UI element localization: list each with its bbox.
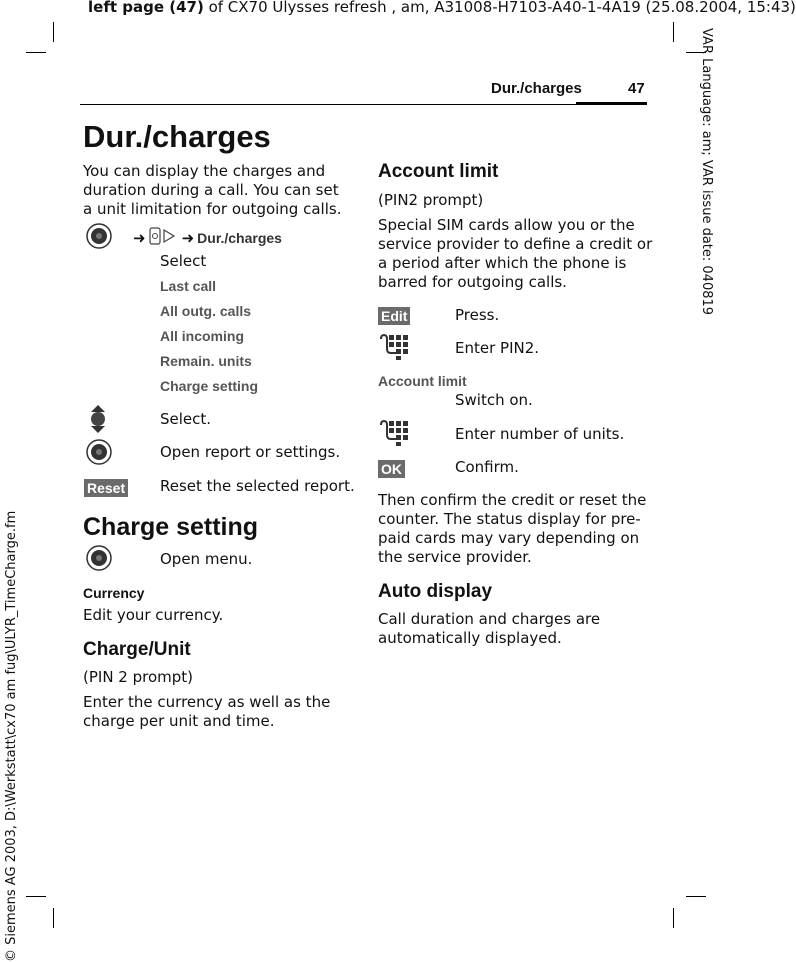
reset-softkey: Reset xyxy=(84,478,128,497)
edit-action: Press. xyxy=(455,306,500,324)
running-header-title: Dur./charges xyxy=(491,80,582,97)
crop-mark xyxy=(686,896,706,897)
switch-on-action: Switch on. xyxy=(455,391,533,409)
keypad-icon xyxy=(379,333,409,365)
open-action: Open report or settings. xyxy=(160,443,341,461)
clock-menu-icon xyxy=(149,226,179,250)
then-confirm-paragraph: Then confirm the credit or reset the counter. The status display for pre- paid cards may vary depending on the service provider. xyxy=(378,491,647,566)
ok-softkey: OK xyxy=(378,459,405,478)
account-limit-heading: Account limit xyxy=(378,161,499,182)
currency-text: Edit your currency. xyxy=(83,606,224,624)
crop-mark xyxy=(673,908,674,928)
open-menu-action: Open menu. xyxy=(160,550,253,568)
pin2-prompt: (PIN 2 prompt) xyxy=(83,668,194,686)
navigation-path xyxy=(133,226,282,250)
document-info: of CX70 Ulysses refresh , am, A31008-H7103-A40-1-4A19 (25.08.2004, 15:43) xyxy=(203,0,796,16)
joystick-press-icon xyxy=(86,545,112,575)
confirm-action: Confirm. xyxy=(455,458,519,476)
menu-item-all-incoming: All incoming xyxy=(160,328,244,344)
page-title: Dur./charges xyxy=(83,119,271,154)
keypad-icon xyxy=(379,419,409,451)
page-label: left page (47) xyxy=(88,0,204,16)
auto-display-text: Call duration and charges are automatically displayed. xyxy=(378,610,601,647)
account-limit-label: Account limit xyxy=(378,373,467,389)
crop-mark xyxy=(26,896,46,897)
pin2-prompt: (PIN2 prompt) xyxy=(378,191,484,209)
intro-paragraph: You can display the charges and duration during a call. You can set a unit limitation for outgoing calls. xyxy=(83,162,342,218)
joystick-updown-icon xyxy=(87,404,109,438)
enter-pin2-action: Enter PIN2. xyxy=(455,339,540,357)
auto-display-heading: Auto display xyxy=(378,581,493,602)
select-action: Select. xyxy=(160,410,212,428)
currency-label: Currency xyxy=(83,585,145,601)
header-rule xyxy=(80,104,647,105)
enter-units-action: Enter number of units. xyxy=(455,425,625,443)
joystick-press-icon xyxy=(86,223,112,253)
account-limit-intro: Special SIM cards allow you or the service provider to define a credit or a period after which the phone is barred for outgoing calls. xyxy=(378,216,653,291)
crop-mark xyxy=(26,52,46,53)
menu-path-label: Dur./charges xyxy=(197,230,282,246)
charge-setting-heading: Charge setting xyxy=(83,513,259,541)
menu-item-charge-setting: Charge setting xyxy=(160,378,259,394)
charge-unit-text: Enter the currency as well as the charge per unit and time. xyxy=(83,693,331,730)
menu-item-all-outgoing: All outg. calls xyxy=(160,303,252,319)
arrow-right-icon: ➜ xyxy=(133,229,146,247)
joystick-press-icon xyxy=(86,439,112,469)
menu-item-last-call: Last call xyxy=(160,278,217,294)
crop-mark xyxy=(673,22,674,42)
crop-mark xyxy=(53,908,54,928)
menu-item-remain-units: Remain. units xyxy=(160,353,252,369)
edit-softkey: Edit xyxy=(378,306,410,325)
arrow-right-icon: ➜ xyxy=(181,229,195,247)
select-label: Select xyxy=(160,252,207,270)
charge-unit-heading: Charge/Unit xyxy=(83,639,191,660)
page-number: 47 xyxy=(628,80,645,97)
reset-action: Reset the selected report. xyxy=(160,477,355,495)
crop-mark xyxy=(53,22,54,42)
document-header xyxy=(88,0,796,16)
header-rule-accent xyxy=(576,102,647,105)
